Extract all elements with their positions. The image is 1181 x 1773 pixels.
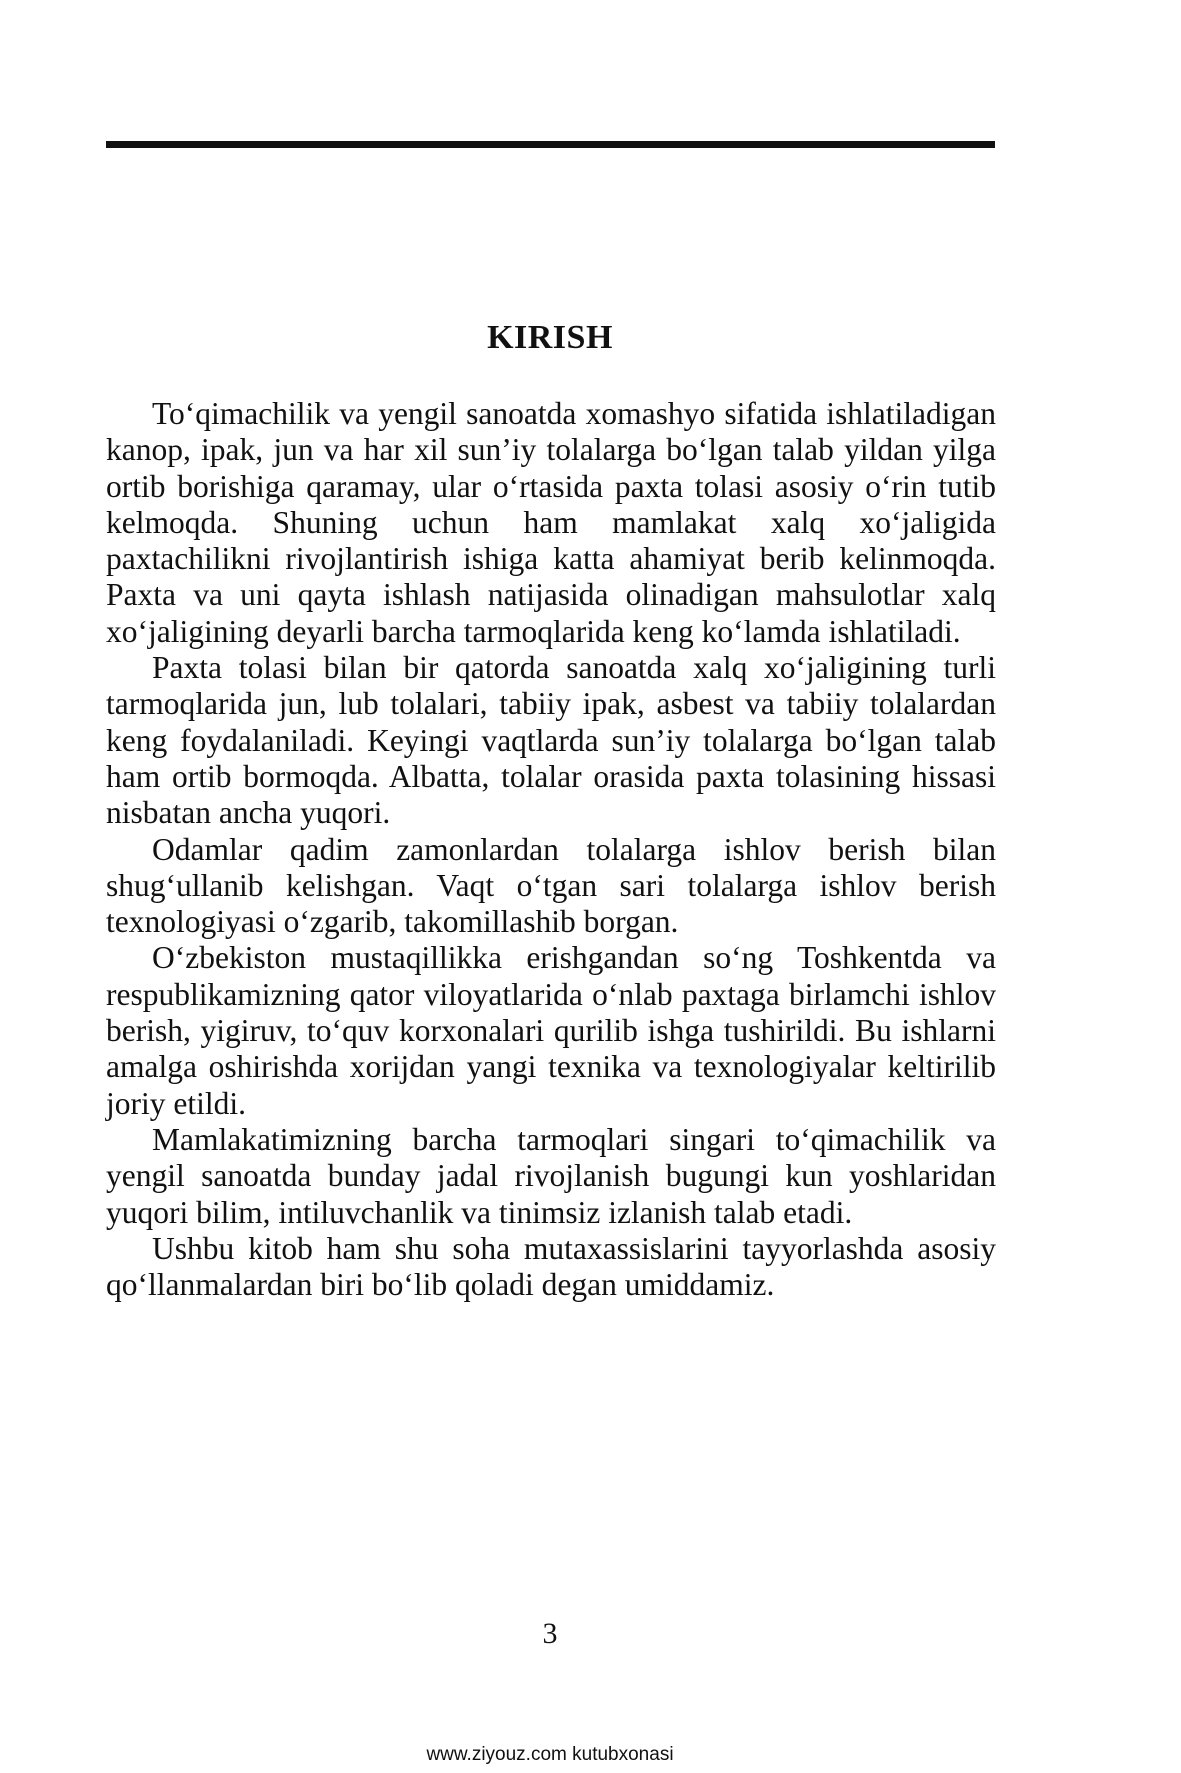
paragraph: Paxta tolasi bilan bir qatorda sanoatda xalq xo‘jaligining turli tarmoqlarida jun, lub tolalari, tabiiy ipak, asbest va tabiiy tolalardan keng foydalaniladi. Keyingi vaqtlarda sun’iy tolalarga bo‘lgan talab ham ortib bormoqda. Albatta, tolalar orasida paxta tolasining hissasi nisbatan ancha yuqori. [106, 650, 996, 831]
page-number: 3 [542, 1617, 558, 1650]
paragraph: Odamlar qadim zamonlardan tolalarga ishlov berish bilan shug‘ullanib kelishgan. Vaqt o‘tgan sari tolalarga ishlov berish texnologiyasi o‘zgarib, takomillashib borgan. [106, 831, 996, 940]
paragraph: Mamlakatimizning barcha tarmoqlari singari to‘qimachilik va yengil sanoatda bunday jadal rivojlanish bugungi kun yoshlaridan yuqori bilim, intiluvchanlik va tinimsiz izlanish talab etadi. [106, 1121, 996, 1230]
paragraph: O‘zbekiston mustaqillikka erishgandan so‘ng Toshkentda va respublikamizning qator viloyatlarida o‘nlab paxtaga birlamchi ishlov berish, yigiruv, to‘quv korxonalari qurilib ishga tushirildi. Bu ishlarni amalga oshirishda xorijdan yangi texnika va texnologiyalar keltirilib joriy etildi. [106, 940, 996, 1121]
chapter-title: KIRISH [487, 319, 613, 356]
paragraph: To‘qimachilik va yengil sanoatda xomashyo sifatida ishlatiladigan kanop, ipak, jun va har xil sun’iy tolalarga bo‘lgan talab yildan yilga ortib borishiga qaramay, ular o‘rtasida paxta tolasi asosiy o‘rin tutib kelmoqda. Shuning uchun ham mamlakat xalq xo‘jaligida paxtachilikni rivojlantirish ishiga katta ahamiyat berib kelinmoqda. Paxta va uni qayta ishlash natijasida olinadigan mahsulotlar xalq xo‘jaligining deyarli barcha tarmoqlarida keng ko‘lamda ishlatiladi. [106, 396, 996, 649]
chapter-body [106, 396, 996, 1303]
header-rule [106, 141, 995, 148]
footer-source: www.ziyouz.com kutubxonasi [426, 1744, 674, 1765]
paragraph: Ushbu kitob ham shu soha mutaxassislarini tayyorlashda asosiy qo‘llanmalardan biri bo‘lib qoladi degan umiddamiz. [106, 1230, 996, 1303]
